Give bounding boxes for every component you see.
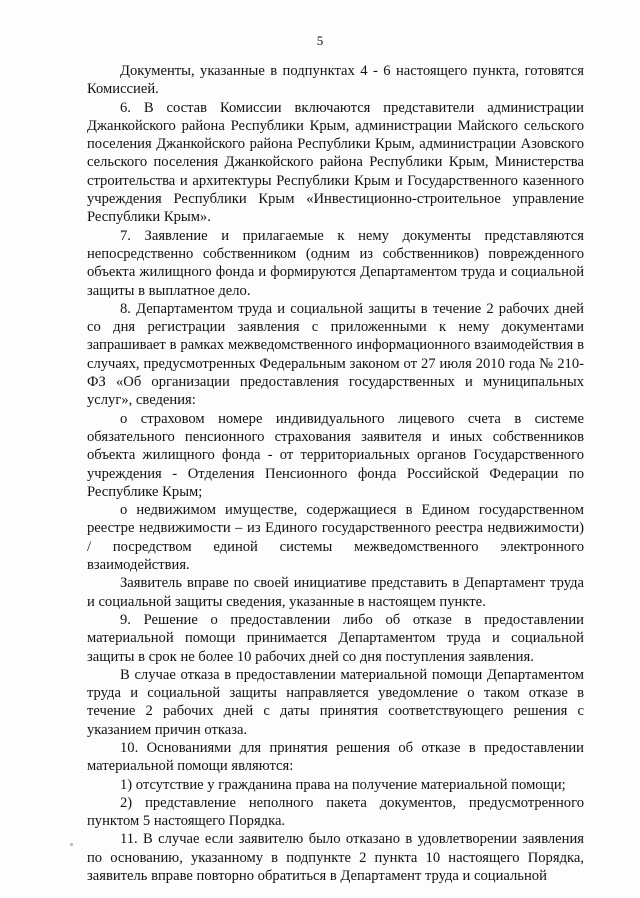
paragraph-7-application-submission: 7. Заявление и прилагаемые к нему документы представляются непосредственно собственником (одним из собственников) поврежденного объекта жилищного фонда и формируются Департаментом труда и социальной защиты в выплатное дело.	[87, 227, 584, 299]
paragraph-10-item-1: 1) отсутствие у гражданина права на получение материальной помощи;	[120, 776, 566, 793]
paragraph-8-real-estate: о недвижимом имуществе, содержащиеся в Едином государственном реестре недвижимости – из Единого государственного реестра недвижимости) / посредством единой системы межведомственного электронного взаимодействия.	[87, 502, 584, 574]
paragraph-8-interagency-request: 8. Департаментом труда и социальной защиты в течение 2 рабочих дней со дня регистрации заявления с приложенными к нему документами запрашивает в рамках межведомственного информационного взаимодействия в случаях, предусмотренных Федеральным законом от 27 июля 2010 года № 210-ФЗ «Об организации предоставления государственных и муниципальных услуг», сведения:	[87, 300, 584, 409]
scan-speck	[70, 843, 73, 846]
paragraph-9-decision: 9. Решение о предоставлении либо об отказе в предоставлении материальной помощи принимается Департаментом труда и социальной защиты в срок не более 10 рабочих дней со дня поступления заявления.	[87, 611, 584, 665]
page-number: 5	[316, 33, 324, 48]
paragraph-10-grounds: 10. Основаниями для принятия решения об отказе в предоставлении материальной помощи являются:	[87, 739, 584, 775]
paragraph-10-item-2: 2) представление неполного пакета документов, предусмотренного пунктом 5 настоящего Порядка.	[87, 794, 584, 830]
paragraph-applicant-initiative: Заявитель вправе по своей инициативе представить в Департамент труда и социальной защиты сведения, указанные в настоящем пункте.	[87, 575, 584, 610]
document-body	[87, 62, 584, 885]
paragraph-6-commission-composition: 6. В состав Комиссии включаются представители администрации Джанкойского района Республики Крым, администрации Майского сельского поселения Джанкойского района Республики Крым, администрации Азовского сельского поселения Джанкойского района Республики Крым, Министерства строительства и архитектуры Республики Крым и Государственного казенного учреждения Республики Крым «Инвестиционно-строительное управление Республики Крым».	[87, 99, 584, 226]
paragraph-documents-prepared: Документы, указанные в подпунктах 4 - 6 настоящего пункта, готовятся Комиссией.	[87, 63, 584, 98]
paragraph-8-pension-insurance: о страховом номере индивидуального лицевого счета в системе обязательного пенсионного страхования заявителя и иных собственников объекта жилищного фонда - от территориальных органов Государственного учреждения - Отделения Пенсионного фонда Российской Федерации по Республике Крым;	[87, 410, 584, 500]
paragraph-9-refusal-notice: В случае отказа в предоставлении материальной помощи Департаментом труда и социальной защиты направляется уведомление о таком отказе в течение 2 рабочих дней с даты принятия соответствующего решения с указанием причин отказа.	[87, 666, 584, 738]
paragraph-11-reapply: 11. В случае если заявителю было отказано в удовлетворении заявления по основанию, указанному в подпункте 2 пункта 10 настоящего Порядка, заявитель вправе повторно обратиться в Департамент труда и социальной	[87, 831, 584, 885]
